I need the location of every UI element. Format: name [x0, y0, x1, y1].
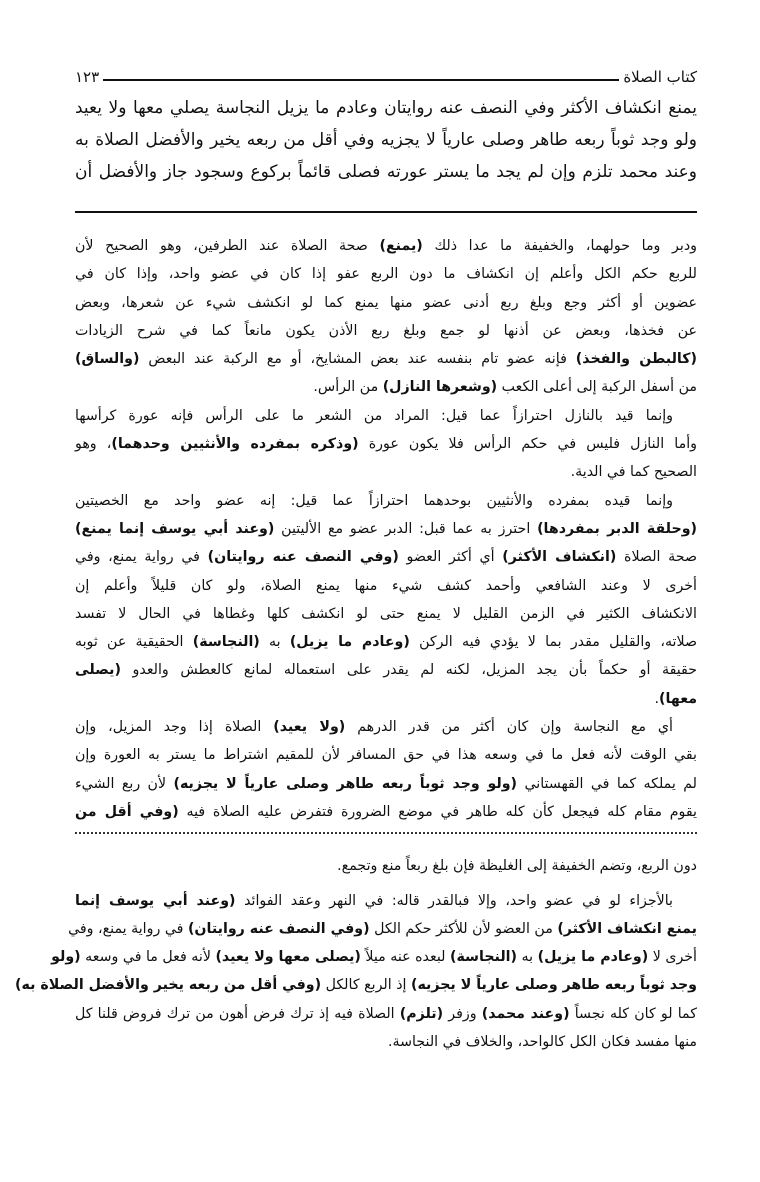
footnote-separator	[75, 211, 697, 213]
commentary-line	[75, 1028, 697, 1056]
text-segment: لأنه فعل ما في وسعه	[80, 949, 216, 966]
text-segment: من العضو لأن للأكثر حكم الكل	[369, 920, 558, 937]
text-segment: وعند محمد تلزم وإن لم يجد ما يستر عورته فصلى قائماً بركوع وسجود جاز والأفضل أن	[75, 162, 697, 182]
commentary-line	[75, 628, 697, 656]
text-segment: يمنع انكشاف الأكثر وفي النصف عنه روايتان وعادم ما يزيل النجاسة يصلي معها ولا يعيد	[75, 98, 697, 118]
running-header	[75, 62, 697, 86]
quoted-matn-text: (تلزم)	[399, 1005, 444, 1022]
quoted-matn-text: (وفي النصف عنه روايتان)	[187, 920, 370, 937]
text-segment: وأما النازل فليس في حكم الرأس فلا يكون عورة	[358, 436, 697, 453]
text-segment: الانكشاف الكثير في الزمن القليل لا يمنع حتى لو انكشف كلها وغطاها في الحال لا تفسد	[75, 605, 697, 622]
text-segment: فإنه عضو تام بنفسه عند بعض المشايخ، أو مع الركبة عند البعض	[139, 351, 576, 368]
text-segment: صحة الصلاة	[616, 549, 697, 566]
text-segment: يقوم مقام كله فيجعل كأن كله طاهر في موضع الضرورة فتفرض عليه الصلاة فيه	[178, 803, 697, 820]
commentary-line	[51, 943, 697, 971]
text-segment: في رواية يمنع، وفي	[75, 549, 208, 566]
text-segment: كما لو كان كله نجساً	[569, 1005, 698, 1022]
commentary-line	[75, 515, 697, 543]
quoted-matn-text: (وفي أقل من	[75, 803, 179, 820]
text-segment: في رواية يمنع، وفي	[68, 920, 188, 937]
text-segment: صلاته، والقليل مقدر بما لا يؤدي فيه الركن	[409, 634, 698, 651]
quoted-matn-text: (النجاسة)	[192, 634, 260, 651]
text-segment: بالأجزاء لو في عضو واحد، وإلا فبالقدر قاله: في النهر وعقد الفوائد	[235, 892, 673, 909]
text-segment: لبعده عنه ميلاً	[360, 949, 450, 966]
quoted-matn-text: (يصلى	[75, 662, 121, 679]
quoted-matn-text: (وعادم ما يزيل)	[289, 634, 410, 651]
quoted-matn-text: (وعند أبي يوسف إنما يمنع)	[75, 520, 275, 537]
main-text	[75, 92, 697, 188]
dotted-separator	[75, 832, 697, 834]
quoted-matn-text: (ولا يعيد)	[273, 719, 346, 736]
commentary-line	[75, 430, 697, 458]
quoted-matn-text: (ولو	[51, 949, 81, 966]
quoted-matn-text: (وعند محمد)	[481, 1005, 570, 1022]
commentary-line	[75, 852, 697, 880]
text-segment: حقيقة أو حكماً بأن يجد المزيل، لكنه لم يقدر على استعماله لمانع كالعطش والعدو	[120, 662, 697, 679]
quoted-matn-text: (انكشاف الأكثر)	[502, 549, 617, 566]
text-segment: أخرى لا	[648, 949, 697, 966]
page-number: ١٢٣	[75, 68, 100, 86]
text-segment: أي مع النجاسة وإن كان أكثر من قدر الدرهم	[345, 719, 673, 736]
text-segment: به	[259, 634, 290, 651]
commentary-line	[75, 345, 697, 373]
quoted-matn-text: (وشعرها النازل)	[382, 379, 498, 396]
text-segment: لأن ربع الشيء	[75, 775, 174, 792]
commentary-line	[75, 458, 697, 486]
quoted-matn-text: (وذكره بمفرده والأنثيين وحدهما)	[111, 436, 359, 453]
text-segment: أي أكثر العضو	[398, 549, 503, 566]
quoted-matn-text: يمنع انكشاف الأكثر)	[557, 920, 697, 937]
commentary-line	[75, 232, 697, 260]
commentary-line	[75, 713, 697, 741]
quoted-matn-text: معها)	[659, 690, 697, 707]
text-segment: بقي الوقت لأنه فعل ما في وسعه هذا في حق المسافر لأن للمقيم اشتراط ما يستر به العورة وإن	[75, 747, 697, 764]
commentary-line	[75, 543, 697, 571]
text-segment: دون الربع، وتضم الخفيفة إلى الغليظة فإن بلغ ربعاً منع وتجمع.	[337, 858, 697, 875]
commentary-line	[75, 887, 697, 915]
quoted-matn-text: (كالبطن والفخذ)	[575, 351, 697, 368]
commentary-line	[75, 656, 697, 684]
commentary-line	[75, 1000, 697, 1028]
quoted-matn-text: (يصلى معها ولا يعيد)	[215, 949, 361, 966]
quoted-matn-text: (والساق)	[75, 351, 140, 368]
commentary-line	[75, 487, 697, 515]
commentary-line	[75, 770, 697, 798]
text-segment: من أسفل الركبة إلى أعلى الكعب	[497, 379, 697, 396]
text-segment: احترز به عما قبل: الدبر عضو مع الأليتين	[274, 520, 538, 537]
commentary-text	[15, 232, 698, 1056]
quoted-matn-text: (يمنع)	[379, 238, 423, 254]
main-text-line	[75, 156, 697, 188]
commentary-line	[75, 317, 697, 345]
text-segment: للربع حكم الكل وأعلم إن انكشاف ما دون الربع عفو إذا كان في عضو واحد، وإذا كان في	[75, 266, 697, 283]
chapter-title: كتاب الصلاة	[623, 68, 697, 86]
quoted-matn-text: (وفي النصف عنه روايتان)	[207, 549, 399, 566]
text-segment: منها مفسد فكان الكل كالواحد، والخلاف في النجاسة.	[388, 1034, 697, 1051]
text-segment: ، وهو	[75, 436, 112, 453]
text-segment: .	[654, 690, 660, 707]
text-segment: وإنما قيد بالنازل احترازاً عما قيل: المراد من الشعر ما على الرأس فإنه عورة كرأسها	[75, 407, 673, 424]
quoted-matn-text: (وعند أبي يوسف إنما	[75, 892, 236, 909]
quoted-matn-text: (وفي أقل من ربعه يخير والأفضل الصلاة به)	[15, 977, 322, 994]
text-segment: الصحيح كما في الدية.	[570, 464, 697, 481]
text-segment: من الرأس.	[313, 379, 383, 396]
text-segment: إذ الربع كالكل	[321, 977, 411, 994]
text-segment: به	[517, 949, 538, 966]
quoted-matn-text: (وحلقة الدبر بمفردها)	[537, 520, 697, 537]
text-segment: ودبر وما حولهما، والخفيفة ما عدا ذلك	[422, 238, 697, 254]
quoted-matn-text: (النجاسة)	[449, 949, 518, 966]
commentary-line	[75, 685, 697, 713]
quoted-matn-text: وجد ثوباً ربعه طاهر وصلى عارياً لا يجزيه)	[410, 977, 697, 994]
commentary-line	[75, 600, 697, 628]
commentary-line	[75, 798, 697, 826]
text-segment: أخرى لا وعند الشافعي وأحمد كشف شيء منها يمنع الصلاة، ولو كان قليلاً وأعلم إن	[75, 577, 697, 594]
header-rule	[103, 79, 619, 81]
commentary-line	[75, 402, 697, 430]
text-segment: وإنما قيده بمفرده والأنثيين بوحدهما احترازاً عما قيل: إنه عضو واحد مع الخصيتين	[75, 492, 673, 509]
main-text-line	[75, 92, 697, 124]
commentary-line	[75, 373, 697, 401]
text-segment: عن فخذها، وبعض عن أذنها لو جمع وبلغ ربع الأذن يكون مانعاً كما في شرح الزيادات	[75, 322, 697, 339]
main-text-line	[75, 124, 697, 156]
commentary-line	[75, 741, 697, 769]
commentary-line	[68, 915, 697, 943]
text-segment: الصلاة إذا وجد المزيل، وإن	[75, 719, 274, 736]
text-segment: الحقيقية عن ثوبه	[75, 634, 193, 651]
quoted-matn-text: (ولو وجد ثوباً ربعه طاهر وصلى عارياً لا يجزيه)	[173, 775, 518, 792]
quoted-matn-text: (وعادم ما يزيل)	[537, 949, 649, 966]
commentary-line	[75, 260, 697, 288]
commentary-line	[15, 971, 697, 999]
text-segment: وزفر	[443, 1005, 482, 1022]
text-segment: لم يملكه كما في القهستاني	[517, 775, 697, 792]
commentary-line	[75, 289, 697, 317]
text-segment: الصلاة فيه إذ ترك فرض أهون من ترك فروض قلنا كل	[75, 1005, 400, 1022]
text-segment: صحة الصلاة عند الطرفين، وهو الصحيح لأن	[75, 238, 380, 254]
text-segment: عضوين أو أكثر وجع وبلغ ربع أدنى عضو منها يمنع كما لو انكشف شيء عن شعرها، وبعض	[75, 294, 697, 311]
commentary-line	[75, 572, 697, 600]
text-segment: ولو وجد ثوباً ربعه طاهر وصلى عارياً لا يجزيه وفي أقل من ربعه يخير والأفضل الصلاة به	[75, 130, 697, 150]
